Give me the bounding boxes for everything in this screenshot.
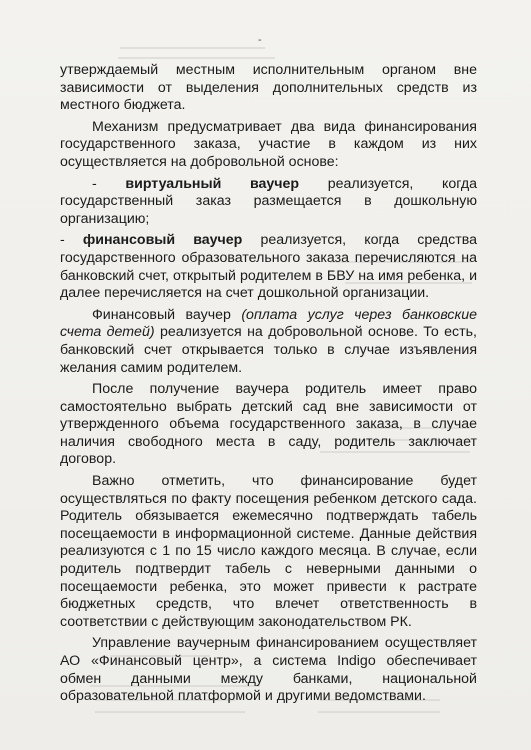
top-mark: -: [258, 34, 262, 46]
paragraph-6: После получение ваучера родитель имеет право самостоятельно выбрать детский сад вне зависимости от утвержденного объема государственного заказа, в случае наличия свободного места в саду, родитель заключает договор.: [60, 381, 477, 468]
paragraph-2: Механизм предусматривает два вида финансирования государственного заказа, участие в каждом из них осуществляется на добровольной основе:: [60, 118, 477, 170]
term-financial-voucher: финансовый ваучер: [82, 232, 243, 249]
financial-voucher-description: реализуется, когда средства государственного образовательного заказа перечисляются на банковский счет, открытый родителем в БВУ на имя ребенка, и далее перечисляется на счет дошкольной организации.: [60, 232, 477, 302]
paragraph-5-rest: реализуется на добровольной основе. То есть, банковский счет открывается только в случае изъявления желания самим родителем.: [60, 324, 477, 376]
paragraph-7: Важно отметить, что финансирование будет осуществляться по факту посещения ребенком детского сада. Родитель обязывается ежемесячно подтверждать табель посещаемости в информационной системе. Данные действия реализуются с 1 по 15 число каждого месяца. В случае, если родитель подтвердит табель с неверными данными о посещаемости ребенка, это может привести к растрате бюджетных средств, что влечет ответственность в соответствии с действующим законодательством РК.: [60, 473, 477, 630]
paragraph-1: утверждаемый местным исполнительным органом вне зависимости от выделения дополнительных средств из местного бюджета.: [60, 62, 477, 114]
paragraph-financial-voucher: [60, 232, 477, 302]
list-dash: -: [60, 232, 83, 249]
paragraph-virtual-voucher: [60, 176, 477, 229]
list-dash: -: [92, 175, 126, 192]
paragraph-5-italic: (оплата услуг через банковские счета детей): [60, 306, 477, 341]
document-body: [60, 62, 477, 710]
paragraph-5: [60, 307, 477, 377]
paragraph-8: Управление ваучерным финансированием осуществляет АО «Финансовый центр», а система Indigo обеспечивает обмен данными между банками, национальной образовательной платформой и другими ведомствами.: [60, 635, 477, 705]
term-virtual-voucher: виртуальный ваучер: [125, 175, 300, 192]
virtual-voucher-description: реализуется, когда государственный заказ размещается в дошкольную организацию;: [60, 175, 477, 227]
paragraph-5-start: Финансовый ваучер: [92, 306, 242, 323]
